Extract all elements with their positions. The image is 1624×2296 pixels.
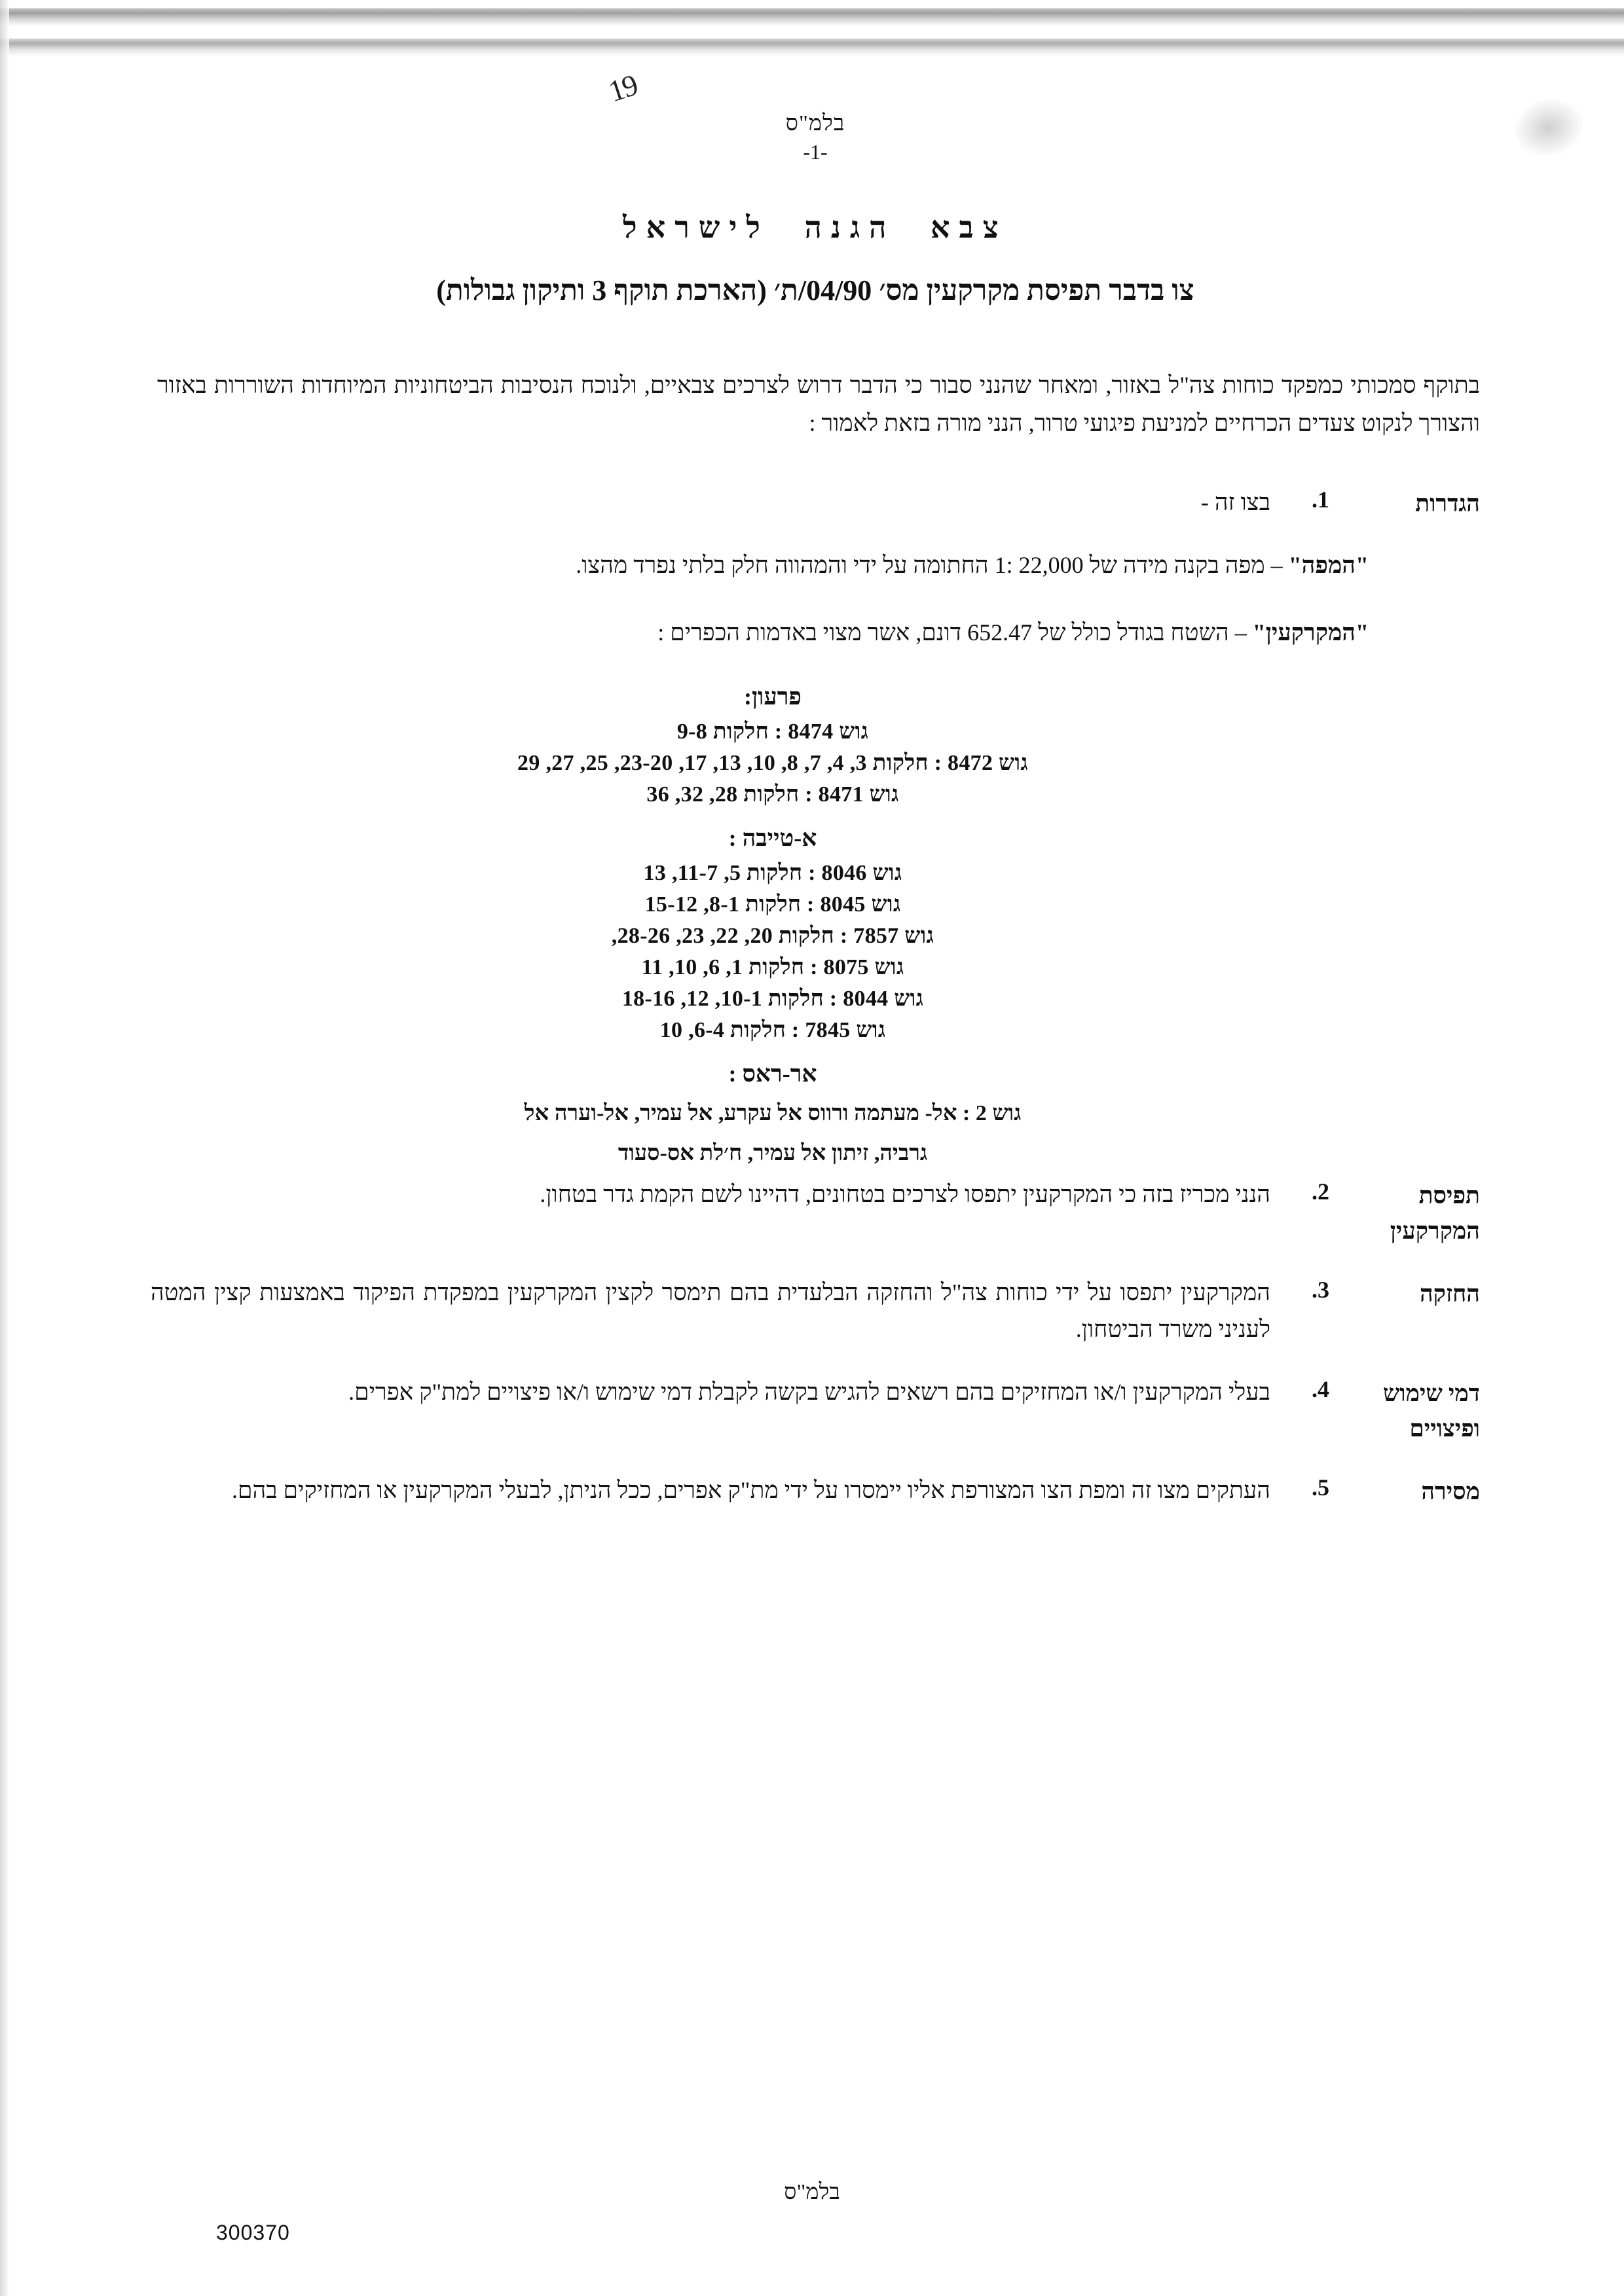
scan-smudge bbox=[1507, 92, 1590, 164]
parcel-line: גוש 8075 : חלקות 1, 6, 10, 11 bbox=[641, 955, 904, 980]
clause-row bbox=[151, 1275, 1480, 1348]
parcel-line: גוש 8471 : חלקות 28, 32, 36 bbox=[646, 782, 899, 807]
scan-left-shadow bbox=[0, 0, 9, 2296]
parcel-line: גוש 7857 : חלקות 20, 22, 23, 28-26, bbox=[611, 924, 934, 949]
clause-text: בעלי המקרקעין ו/או המחזיקים בהם רשאים להגיש בקשה לקבלת דמי שימוש ו/או פיצויים למת"ק אפרים. bbox=[348, 1378, 1270, 1405]
clause-row bbox=[151, 1472, 1480, 1509]
preamble-paragraph: בתוקף סמכותי כמפקד כוחות צה"ל באזור, ומאחר שהנני סבור כי הדבר דרוש לצרכים צבאיים, ולנוכח הנסיבות הביטחוניות המיוחדות השוררות באזור והצורך לנקוט צעדים הכרחיים למניעת פיגועי טרור, הנני מורה בזאת לאמור : bbox=[157, 372, 1480, 437]
handwritten-page-mark: 19 bbox=[604, 67, 641, 109]
scan-edge-artifact bbox=[0, 0, 1624, 79]
clause-label: תפיסת המקרקעין bbox=[1390, 1182, 1480, 1245]
document-title: צו בדבר תפיסת מקרקעין מס׳ 04/90/ת׳ (הארכת תוקף 3 ותיקון גבולות) bbox=[436, 274, 1194, 306]
clause-number: 3. bbox=[1312, 1277, 1329, 1303]
clause-text: המקרקעין יתפסו על ידי כוחות צה"ל והחזקה הבלעדית בהם תימסר לקצין המקרקעין במפקדת הפיקוד באמצעות קצין המטה לעניני משרד הביטחון. bbox=[151, 1279, 1270, 1343]
village-group-a-tayibe bbox=[177, 824, 1369, 1043]
definition-map bbox=[177, 547, 1369, 584]
organization-title: צבא הגנה לישראל bbox=[623, 211, 1008, 244]
parcel-line: גוש 8044 : חלקות 10-1, 12, 18-16 bbox=[621, 987, 924, 1011]
clause-number: 2. bbox=[1312, 1178, 1329, 1205]
parcel-line: גוש 8474 : חלקות 9-8 bbox=[676, 720, 869, 744]
clause-label: הגדרות bbox=[1415, 490, 1480, 517]
clause-text: הנני מכריז בזה כי המקרקעין יתפסו לצרכים בטחונים, דהיינו לשם הקמת גדר בטחון. bbox=[540, 1181, 1270, 1208]
parcel-line: גוש 2 : אל- מעתמה ורווס אל עקרע, אל עמיר, אל-וערה אל bbox=[524, 1101, 1022, 1126]
definition-text: – השטח בגודל כולל של 652.47 דונם, אשר מצוי באדמות הכפרים : bbox=[657, 619, 1253, 646]
clause-row bbox=[151, 1176, 1480, 1248]
classification-header: בלמ"ס bbox=[785, 111, 845, 136]
page-number: -1- bbox=[803, 140, 828, 164]
clause-number: 4. bbox=[1312, 1376, 1329, 1402]
parcel-line: גוש 8046 : חלקות 5, 11-7, 13 bbox=[643, 861, 902, 886]
clause-row bbox=[151, 1374, 1480, 1446]
village-name: פרעון: bbox=[743, 683, 802, 710]
parcel-line: גוש 8045 : חלקות 8-1, 15-12 bbox=[644, 892, 901, 917]
parcel-line: גוש 7845 : חלקות 6-4, 10 bbox=[659, 1018, 886, 1043]
parcel-line: גרביה, זיתון אל עמיר, ח׳לת אס-סעוד bbox=[618, 1141, 928, 1166]
village-group-ar-ras bbox=[177, 1060, 1369, 1170]
classification-footer: בלמ"ס bbox=[784, 2180, 840, 2204]
parcel-line: גוש 8472 : חלקות 3, 4, 7, 8, 10, 13, 17, 23-20, 25, 27, 29 bbox=[517, 751, 1028, 776]
document-body bbox=[151, 111, 1480, 1535]
clause-row bbox=[151, 484, 1480, 521]
clause-text: העתקים מצו זה ומפת הצו המצורפת אליו יימסרו על ידי מת"ק אפרים, ככל הניתן, לבעלי המקרקעין או המחזיקים בהם. bbox=[232, 1476, 1270, 1503]
village-group-faroun bbox=[177, 683, 1369, 807]
clause-text: בצו זה - bbox=[1200, 488, 1270, 515]
village-name: אר-ראס : bbox=[728, 1061, 817, 1087]
clause-label: דמי שימוש ופיצויים bbox=[1382, 1379, 1480, 1442]
clauses-list bbox=[151, 484, 1480, 1509]
definition-term: "המקרקעין" bbox=[1252, 619, 1369, 646]
definition-term: "המפה" bbox=[1288, 551, 1369, 578]
clause-label: החזקה bbox=[1419, 1281, 1480, 1307]
definitions-block bbox=[151, 547, 1480, 1171]
definition-text: – מפה בקנה מידה של 22,000 :1 החתומה על ידי והמהווה חלק בלתי נפרד מהצו. bbox=[576, 551, 1289, 578]
village-name: א-טייבה : bbox=[728, 825, 817, 852]
clause-number: 5. bbox=[1312, 1474, 1329, 1501]
definition-land bbox=[177, 615, 1369, 651]
clause-number: 1. bbox=[1312, 486, 1329, 513]
archive-number: 300370 bbox=[216, 2221, 290, 2244]
clause-label: מסירה bbox=[1421, 1478, 1480, 1504]
